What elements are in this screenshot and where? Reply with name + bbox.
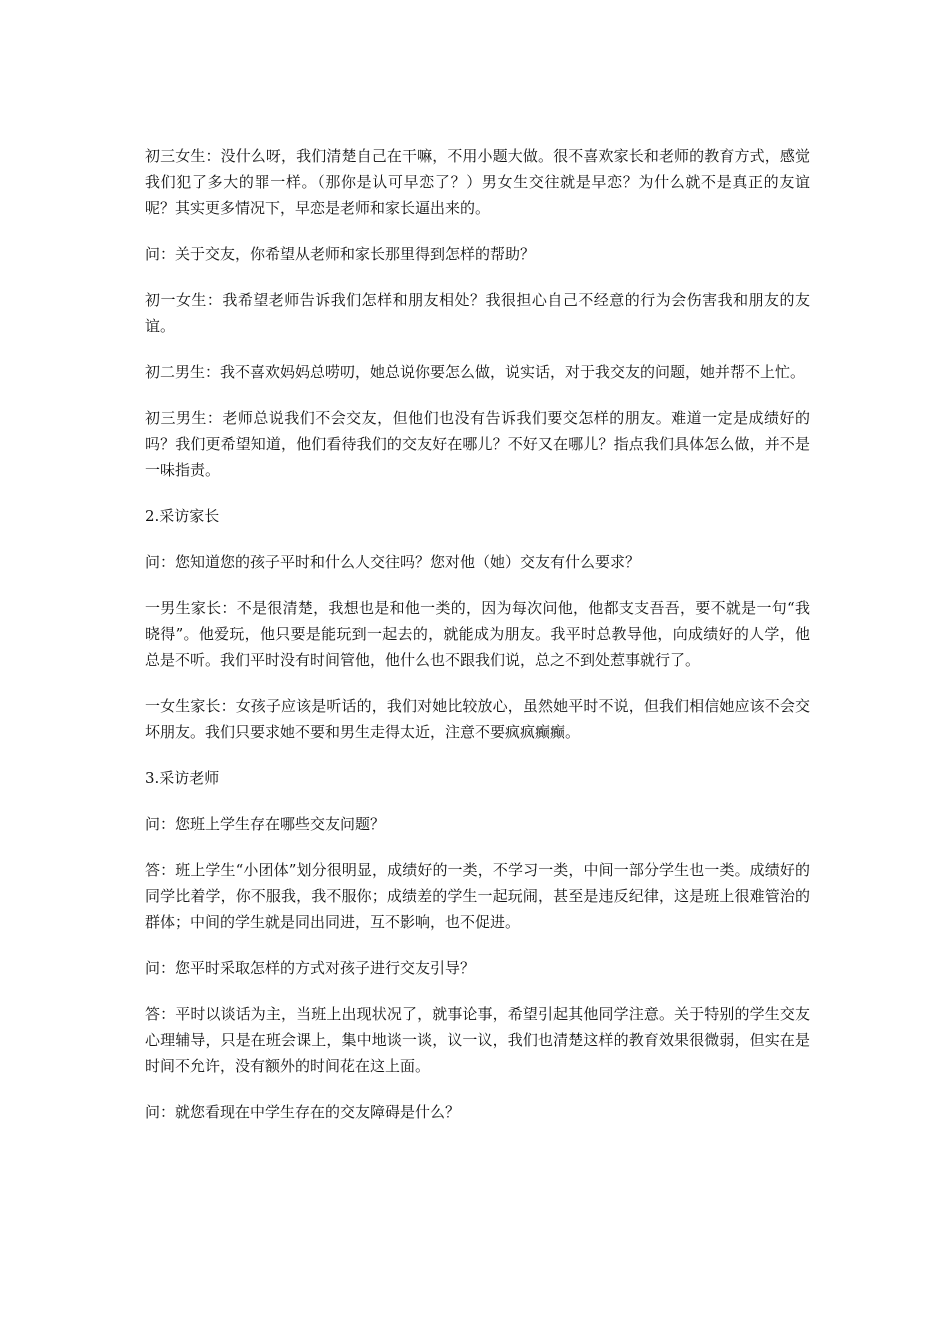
question-parents-know-friends: 问：您知道您的孩子平时和什么人交往吗？您对他（她）交友有什么要求？ [145, 553, 641, 571]
paragraph-teacher-answer-groups: 答：班上学生“小团体”划分很明显，成绩好的一类，不学习一类，中间一部分学生也一类。成绩好的同学比着学，你不服我，我不服你；成绩差的学生一起玩闹，甚至是违反纪律，这是班上很难管治的群体；中间的学生就是同出同进，互不影响，也不促进。 [145, 861, 810, 931]
paragraph-grade1-girl-answer: 初一女生：我希望老师告诉我们怎样和朋友相处？我很担心自己不经意的行为会伤害我和朋友的友谊。 [145, 291, 810, 335]
paragraph-grade2-boy-answer: 初二男生：我不喜欢妈妈总唠叨，她总说你要怎么做，说实话，对于我交友的问题，她并帮不上忙。 [145, 363, 806, 381]
paragraph-girl-parent-answer: 一女生家长：女孩子应该是听话的，我们对她比较放心，虽然她平时不说，但我们相信她应该不会交坏朋友。我们只要求她不要和男生走得太近，注意不要疯疯癫癫。 [145, 697, 810, 741]
question-class-friendship-issues: 问：您班上学生存在哪些交友问题？ [145, 815, 386, 833]
question-friendship-obstacles: 问：就您看现在中学生存在的交友障碍是什么？ [145, 1103, 461, 1121]
section-heading-interview-teachers: 3.采访老师 [145, 769, 220, 787]
paragraph-grade3-boy-answer: 初三男生：老师总说我们不会交友，但他们也没有告诉我们要交怎样的朋友。难道一定是成绩好的吗？我们更希望知道，他们看待我们的交友好在哪儿？不好又在哪儿？指点我们具体怎么做，并不是一味指责。 [145, 409, 810, 479]
section-heading-interview-parents: 2.采访家长 [145, 507, 220, 525]
document-page [145, 143, 810, 1145]
question-guidance-methods: 问：您平时采取怎样的方式对孩子进行交友引导？ [145, 959, 476, 977]
paragraph-teacher-answer-guidance: 答：平时以谈话为主，当班上出现状况了，就事论事，希望引起其他同学注意。关于特别的学生交友心理辅导，只是在班会课上，集中地谈一谈，议一议，我们也清楚这样的教育效果很微弱，但实在是时间不允许，没有额外的时间花在这上面。 [145, 1005, 810, 1075]
paragraph-grade3-girl-answer: 初三女生：没什么呀，我们清楚自己在干嘛，不用小题大做。很不喜欢家长和老师的教育方式，感觉我们犯了多大的罪一样。（那你是认可早恋了？）男女生交往就是早恋？为什么就不是真正的友谊呢？其实更多情况下，早恋是老师和家长逼出来的。 [145, 147, 810, 217]
paragraph-boy-parent-answer: 一男生家长：不是很清楚，我想也是和他一类的，因为每次问他，他都支支吾吾，要不就是一句“我晓得”。他爱玩，他只要是能玩到一起去的，就能成为朋友。我平时总教导他，向成绩好的人学，他总是不听。我们平时没有时间管他，他什么也不跟我们说，总之不到处惹事就行了。 [145, 599, 810, 669]
question-help-from-teachers-parents: 问：关于交友，你希望从老师和家长那里得到怎样的帮助？ [145, 245, 536, 263]
